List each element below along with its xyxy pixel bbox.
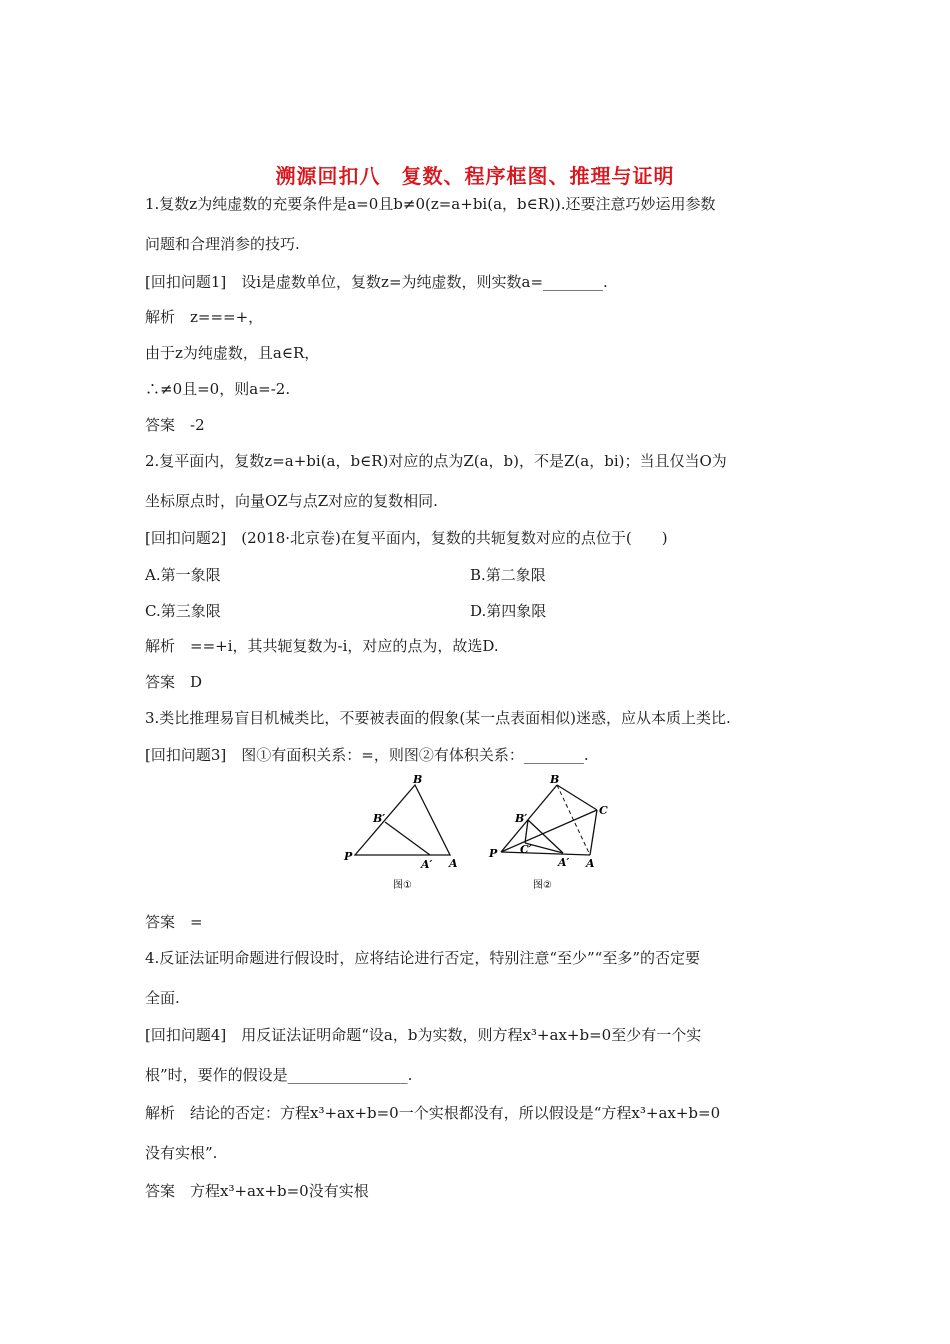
segment-b-prime-a-prime <box>385 822 430 855</box>
question-4-line-1: [回扣问题4] 用反证法证明命题“设a，b为实数，则方程x³+ax+b=0至少有一个实 <box>145 1026 702 1044</box>
geometry-figures <box>335 770 625 895</box>
analysis-1-line-1: 解析 z===+， <box>145 308 264 326</box>
analysis-4-line-1: 解析 结论的否定：方程x³+ax+b=0一个实根都没有，所以假设是“方程x³+ax+b=0 <box>145 1104 721 1122</box>
answer-1: 答案 -2 <box>145 416 205 434</box>
option-d: D.第四象限 <box>470 602 547 620</box>
edge-pa <box>501 852 590 855</box>
label-b: B <box>413 773 423 786</box>
label-a: A <box>586 857 595 870</box>
analysis-1-line-2: 由于z为纯虚数，且a∈R， <box>145 344 320 362</box>
page-title: 溯源回扣八 复数、程序框图、推理与证明 <box>275 164 675 188</box>
option-c: C.第三象限 <box>145 602 221 620</box>
label-a: A <box>449 857 458 870</box>
label-b: B <box>550 773 560 786</box>
figure-1 <box>343 773 458 891</box>
answer-4: 答案 方程x³+ax+b=0没有实根 <box>145 1182 369 1200</box>
edge-pb <box>501 785 557 852</box>
label-b-prime: B′ <box>373 812 386 825</box>
analysis-4-line-2: 没有实根”. <box>145 1144 218 1162</box>
label-c: C <box>599 804 608 817</box>
option-a: A.第一象限 <box>145 566 221 584</box>
label-a-prime: A′ <box>421 858 433 871</box>
label-b-prime: B′ <box>515 812 528 825</box>
figures-svg <box>335 770 625 895</box>
question-1: [回扣问题1] 设i是虚数单位，复数z=为纯虚数，则实数a=________. <box>145 273 608 291</box>
answer-3: 答案 = <box>145 913 203 931</box>
edge-ca <box>590 810 597 855</box>
analysis-1-line-3: ∴≠0且=0，则a=-2. <box>145 380 291 398</box>
answer-2: 答案 D <box>145 673 203 691</box>
point-4-line-1: 4.反证法证明命题进行假设时，应将结论进行否定，特别注意“至少”“至多”的否定要 <box>145 949 700 967</box>
label-p: P <box>344 850 353 863</box>
edge-bc <box>557 785 597 810</box>
question-3: [回扣问题3] 图①有面积关系：=，则图②有体积关系：________. <box>145 746 589 764</box>
point-1-line-1: 1.复数z为纯虚数的充要条件是a=0且b≠0(z=a+bi(a，b∈R)).还要注意巧妙运用参数 <box>145 195 716 213</box>
label-p: P <box>489 847 498 860</box>
question-4-line-2: 根”时，要作的假设是________________. <box>145 1066 413 1084</box>
point-2-line-2: 坐标原点时，向量OZ与点Z对应的复数相同. <box>145 492 438 510</box>
point-3: 3.类比推理易盲目机械类比，不要被表面的假象(某一点表面相似)迷惑，应从本质上类比. <box>145 709 731 727</box>
figure-2 <box>488 773 608 891</box>
label-c-prime: C′ <box>520 843 532 856</box>
point-2-line-1: 2.复平面内，复数z=a+bi(a，b∈R)对应的点为Z(a，b)，不是Z(a，bi)；当且仅当O为 <box>145 452 727 470</box>
analysis-2: 解析 ==+i，其共轭复数为-i，对应的点为，故选D. <box>145 637 499 655</box>
caption-figure-1: 图① <box>393 880 412 891</box>
triangle-pba <box>355 785 450 855</box>
label-a-prime: A′ <box>558 856 570 869</box>
point-1-line-2: 问题和合理消参的技巧. <box>145 235 300 253</box>
question-2: [回扣问题2] (2018·北京卷)在复平面内，复数的共轭复数对应的点位于( ) <box>145 529 668 547</box>
option-b: B.第二象限 <box>470 566 546 584</box>
caption-figure-2: 图② <box>533 880 552 891</box>
point-4-line-2: 全面. <box>145 989 180 1007</box>
